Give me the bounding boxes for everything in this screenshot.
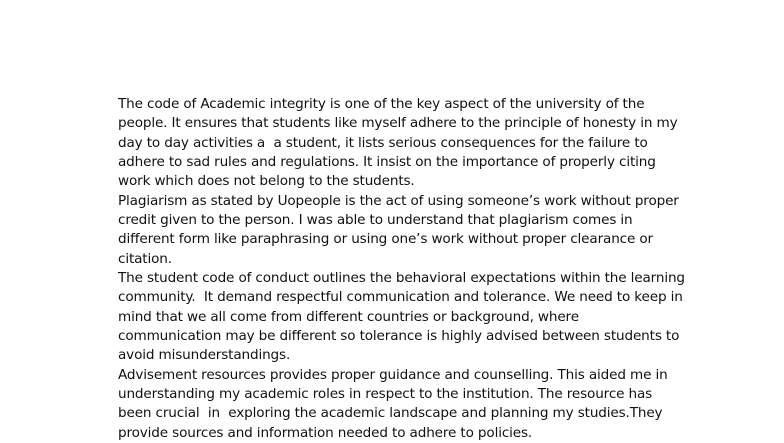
paragraph-plagiarism: [118, 192, 678, 269]
text-line: avoid misunderstandings.: [118, 347, 291, 364]
text-line: community. It demand respectful communication and tolerance. We need to keep in: [118, 289, 683, 306]
text-line: Advisement resources provides proper guidance and counselling. This aided me in: [118, 366, 668, 383]
text-line: mind that we all come from different countries or background, where: [118, 308, 579, 325]
document-body: [118, 95, 685, 443]
paragraph-code-of-conduct: [118, 269, 685, 366]
text-line: different form like paraphrasing or using one’s work without proper clearance or: [118, 231, 653, 248]
paragraph-academic-integrity: [118, 95, 678, 192]
text-line: adhere to sad rules and regulations. It insist on the importance of properly citing: [118, 153, 656, 170]
text-line: Plagiarism as stated by Uopeople is the act of using someone’s work without proper: [118, 192, 679, 209]
text-line: provide sources and information needed to adhere to policies.: [118, 424, 533, 441]
text-line: credit given to the person. I was able to understand that plagiarism comes in: [118, 211, 633, 228]
paragraph-advisement-resources: [118, 366, 678, 443]
text-line: The code of Academic integrity is one of the key aspect of the university of the: [118, 96, 645, 112]
text-line: people. It ensures that students like myself adhere to the principle of honesty in my: [118, 115, 678, 132]
text-line: communication may be different so tolerance is highly advised between students to: [118, 327, 680, 344]
text-line: understanding my academic roles in respect to the institution. The resource has: [118, 385, 653, 402]
text-line: day to day activities a a student, it lists serious consequences for the failure to: [118, 134, 648, 151]
text-line: The student code of conduct outlines the behavioral expectations within the learning: [118, 269, 685, 286]
text-line: citation.: [118, 250, 172, 267]
text-line: been crucial in exploring the academic landscape and planning my studies.They: [118, 405, 663, 422]
text-line: work which does not belong to the students.: [118, 173, 415, 190]
